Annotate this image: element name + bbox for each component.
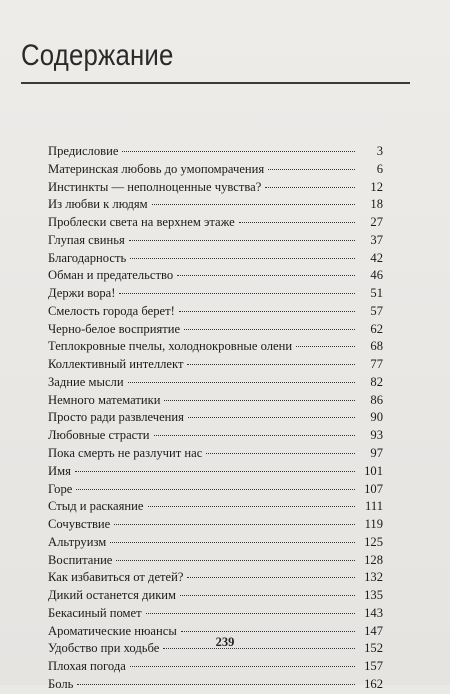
- toc-entry-title: Держи вора!: [48, 286, 116, 301]
- toc-entry-page: 107: [364, 481, 383, 496]
- dot-leader: [130, 246, 355, 259]
- dot-leader: [268, 157, 355, 170]
- dot-leader: [187, 352, 355, 365]
- table-of-contents: [48, 142, 383, 693]
- toc-entry-page: 101: [364, 463, 383, 478]
- toc-entry-page: 77: [370, 357, 383, 372]
- toc-entry-page: 86: [370, 392, 383, 407]
- toc-entry-page: 132: [364, 570, 383, 585]
- toc-entry-title: Немного математики: [48, 392, 161, 407]
- dot-leader: [130, 654, 355, 667]
- toc-entry-title: Альтруизм: [48, 534, 107, 549]
- dot-leader: [154, 423, 355, 436]
- dot-leader: [77, 672, 355, 685]
- toc-entry-title: Стыд и раскаяние: [48, 499, 144, 514]
- toc-entry-title: Смелость города берет!: [48, 303, 175, 318]
- page-number: 239: [215, 635, 235, 649]
- toc-entry-page: 3: [376, 144, 383, 158]
- toc-entry-title: Бекасиный помет: [48, 605, 142, 620]
- dot-leader: [265, 175, 355, 188]
- toc-entry-page: 135: [364, 588, 383, 603]
- toc-entry-title: Дикий останется диким: [48, 588, 177, 603]
- dot-leader: [181, 619, 355, 632]
- dot-leader: [206, 441, 355, 454]
- dot-leader: [128, 370, 355, 383]
- toc-entry-title: Любовные страсти: [48, 428, 150, 443]
- dot-leader: [239, 210, 355, 223]
- toc-entry-title: Ароматические нюансы: [48, 623, 177, 638]
- toc-entry-title: Глупая свинья: [48, 232, 125, 247]
- toc-entry-page: 90: [370, 410, 383, 425]
- toc-entry-page: 46: [370, 268, 383, 283]
- dot-leader: [110, 530, 355, 543]
- dot-leader: [187, 565, 355, 578]
- toc-entry-title: Как избавиться от детей?: [48, 570, 184, 585]
- dot-leader: [148, 494, 356, 507]
- dot-leader: [129, 228, 355, 241]
- toc-entry-page: 51: [370, 286, 383, 301]
- toc-entry-page: 6: [376, 161, 383, 176]
- dot-leader: [188, 405, 355, 418]
- toc-entry-title: Благодарность: [48, 250, 127, 265]
- toc-entry-title: Из любви к людям: [48, 197, 148, 212]
- title-underline: [21, 82, 410, 84]
- toc-entry-page: 82: [370, 374, 383, 389]
- toc-entry-title: Задние мысли: [48, 374, 124, 389]
- dot-leader: [177, 263, 355, 276]
- toc-entry-page: 18: [370, 197, 383, 212]
- toc-entry-title: Инстинкты — неполноценные чувства?: [48, 179, 262, 194]
- toc-entry-title: Черно-белое восприятие: [48, 321, 181, 336]
- dot-leader: [164, 388, 355, 401]
- toc-entry-title: Коллективный интеллект: [48, 357, 184, 372]
- dot-leader: [122, 139, 355, 152]
- toc-entry-title: Проблески света на верхнем этаже: [48, 215, 235, 230]
- toc-entry-page: 42: [370, 250, 383, 265]
- dot-leader: [76, 477, 355, 490]
- toc-entry-title: Предисловие: [48, 144, 119, 158]
- toc-entry-title: Обман и предательство: [48, 268, 174, 283]
- toc-entry-title: Удобство при ходьбе: [48, 641, 160, 656]
- toc-entry-title: Плохая погода: [48, 659, 126, 674]
- dot-leader: [119, 281, 355, 294]
- toc-entry-page: 57: [370, 303, 383, 318]
- dot-leader: [179, 299, 355, 312]
- toc-entry-page: 62: [370, 321, 383, 336]
- dot-leader: [114, 512, 355, 525]
- toc-entry-title: Воспитание: [48, 552, 113, 567]
- toc-entry-page: 37: [370, 232, 383, 247]
- toc-entry-page: 119: [364, 517, 383, 532]
- toc-entry-title: Горе: [48, 481, 73, 496]
- toc-entry-page: 143: [364, 605, 383, 620]
- toc-entry-title: Пока смерть не разлучит нас: [48, 446, 203, 461]
- dot-leader: [152, 192, 355, 205]
- toc-entry-page: 68: [370, 339, 383, 354]
- toc-entry-title: Сочувствие: [48, 517, 111, 532]
- toc-entry-title: Материнская любовь до умопомрачения: [48, 161, 265, 176]
- toc-entry-title: Имя: [48, 463, 71, 478]
- toc-entry-page: 12: [370, 179, 383, 194]
- toc-entry-title: Боль: [48, 676, 74, 691]
- toc-entry-page: 152: [364, 641, 383, 656]
- dot-leader: [296, 334, 355, 347]
- toc-entry-page: 111: [365, 499, 383, 514]
- toc-entry[interactable]: [48, 675, 383, 693]
- dot-leader: [180, 583, 355, 596]
- dot-leader: [116, 548, 355, 561]
- toc-entry-page: 147: [364, 623, 383, 638]
- toc-entry-title: Просто ради развлечения: [48, 410, 184, 425]
- page-title: Содержание: [21, 39, 174, 72]
- dot-leader: [146, 601, 355, 614]
- dot-leader: [75, 459, 355, 472]
- toc-entry-page: 125: [364, 534, 383, 549]
- toc-entry-title: Теплокровные пчелы, холоднокровные олени: [48, 339, 293, 354]
- toc-entry-page: 157: [364, 659, 383, 674]
- toc-entry-page: 162: [364, 676, 383, 691]
- toc-entry-page: 97: [370, 446, 383, 461]
- toc-entry-page: 93: [370, 428, 383, 443]
- toc-entry-page: 27: [370, 215, 383, 230]
- dot-leader: [184, 317, 355, 330]
- toc-entry-page: 128: [364, 552, 383, 567]
